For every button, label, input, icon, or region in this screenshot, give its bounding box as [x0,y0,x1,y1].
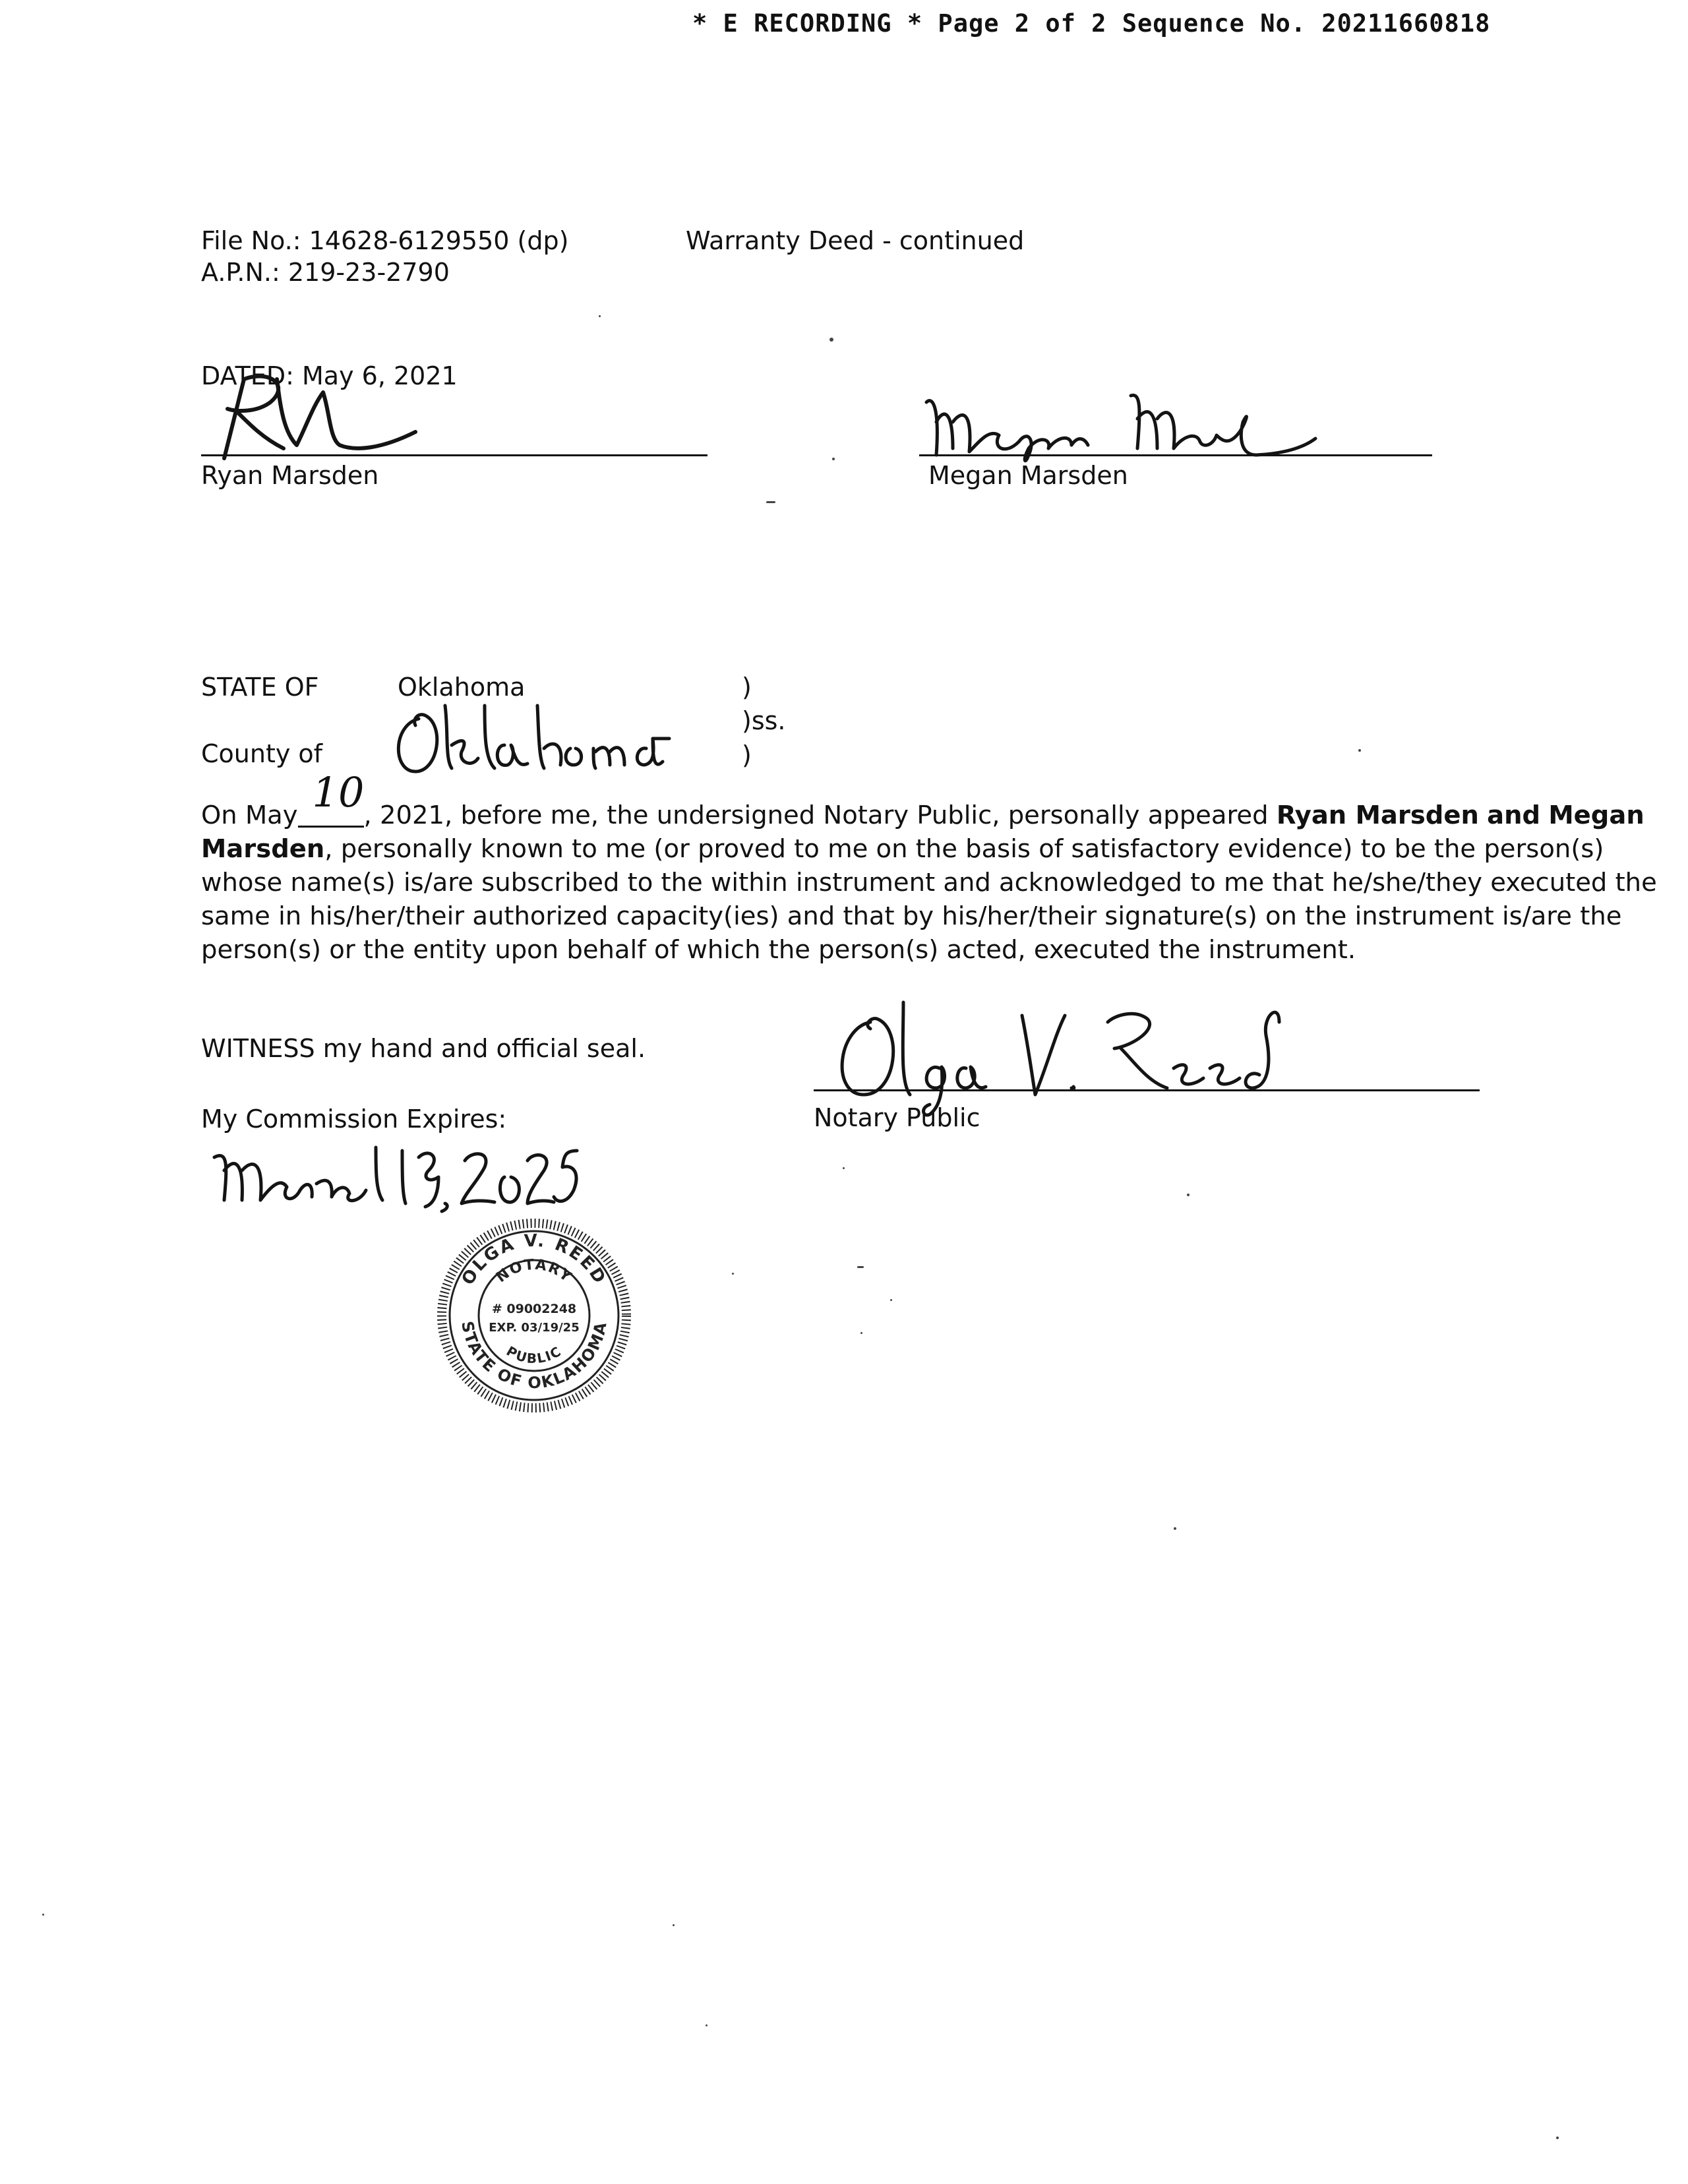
venue-ss: )ss. [742,706,786,735]
scan-speck [766,501,775,503]
acknowledgment-paragraph [201,768,1678,967]
seal-number-text: # 09002248 [491,1302,577,1316]
notary-seal [435,1217,633,1414]
county-label: County of [201,739,323,768]
dated-line: DATED: May 6, 2021 [201,361,458,390]
notary-public-label: Notary Public [814,1103,980,1132]
scan-speck [1556,2137,1559,2139]
notary-signature [824,989,1286,1114]
apn-number: A.P.N.: 219-23-2790 [201,258,450,287]
seal-notary-text: NOTARY [493,1256,576,1287]
ack-on: On May [201,801,298,830]
svg-text:PUBLIC [504,1343,564,1366]
state-value: Oklahoma [398,673,526,702]
megan-signature [913,382,1322,468]
ack-name-megan: Megan Marsden [201,801,1644,864]
commission-label: My Commission Expires: [201,1105,507,1134]
commission-expiry-handwritten [201,1138,584,1210]
state-label: STATE OF [201,673,319,702]
scan-speck [843,1167,845,1169]
file-number: File No.: 14628-6129550 (dp) [201,226,569,255]
recording-header: * E RECORDING * Page 2 of 2 Sequence No. 20211660818 [692,9,1491,38]
ack-name-ryan: Ryan Marsden [1276,801,1479,830]
scan-speck [599,315,601,317]
ack-day-handwritten: 10 [312,768,365,816]
seal-public-text: PUBLIC [503,1343,565,1367]
witness-text: WITNESS my hand and official seal. [201,1034,646,1063]
scan-speck [1174,1527,1176,1530]
scan-speck [706,2024,708,2026]
scan-speck [832,458,835,460]
scan-speck [829,338,833,342]
venue-paren-top: ) [742,673,752,702]
scan-speck [890,1299,892,1301]
county-handwritten [386,699,689,778]
scan-speck [42,1914,44,1916]
ack-and: and [1487,801,1541,830]
scan-speck [1187,1194,1190,1196]
ack-day-blank [298,768,365,828]
scan-speck [673,1924,675,1926]
scan-speck [860,1332,862,1334]
signer-name-megan: Megan Marsden [928,461,1128,490]
seal-state-text: STATE OF OKLAHOMA [458,1320,611,1393]
scan-speck [732,1273,734,1275]
signer-name-ryan: Ryan Marsden [201,461,379,490]
scan-speck [1358,749,1361,752]
scan-speck [857,1266,864,1268]
venue-paren-bottom: ) [742,741,752,770]
ack-body: , personally known to me (or proved to me on the basis of satisfactory evidence) to be the person(s) whose name(s) is/are subscribed to the within instrument and acknowledged to me that he/she/they executed the same in his/her/their authorized capacity(ies) and that by his/her/their signature(s) on the instrument is/are the person(s) or the entity upon behalf of which the person(s) acted, executed the instrument. [201,834,1657,965]
seal-name-text: OLGA V. REED [458,1230,611,1289]
document-title: Warranty Deed - continued [686,226,1025,255]
seal-expires-text: EXP. 03/19/25 [489,1321,580,1335]
ack-intro: , 2021, before me, the undersigned Notary Public, personally appeared [363,801,1269,830]
ryan-signature [198,366,422,465]
